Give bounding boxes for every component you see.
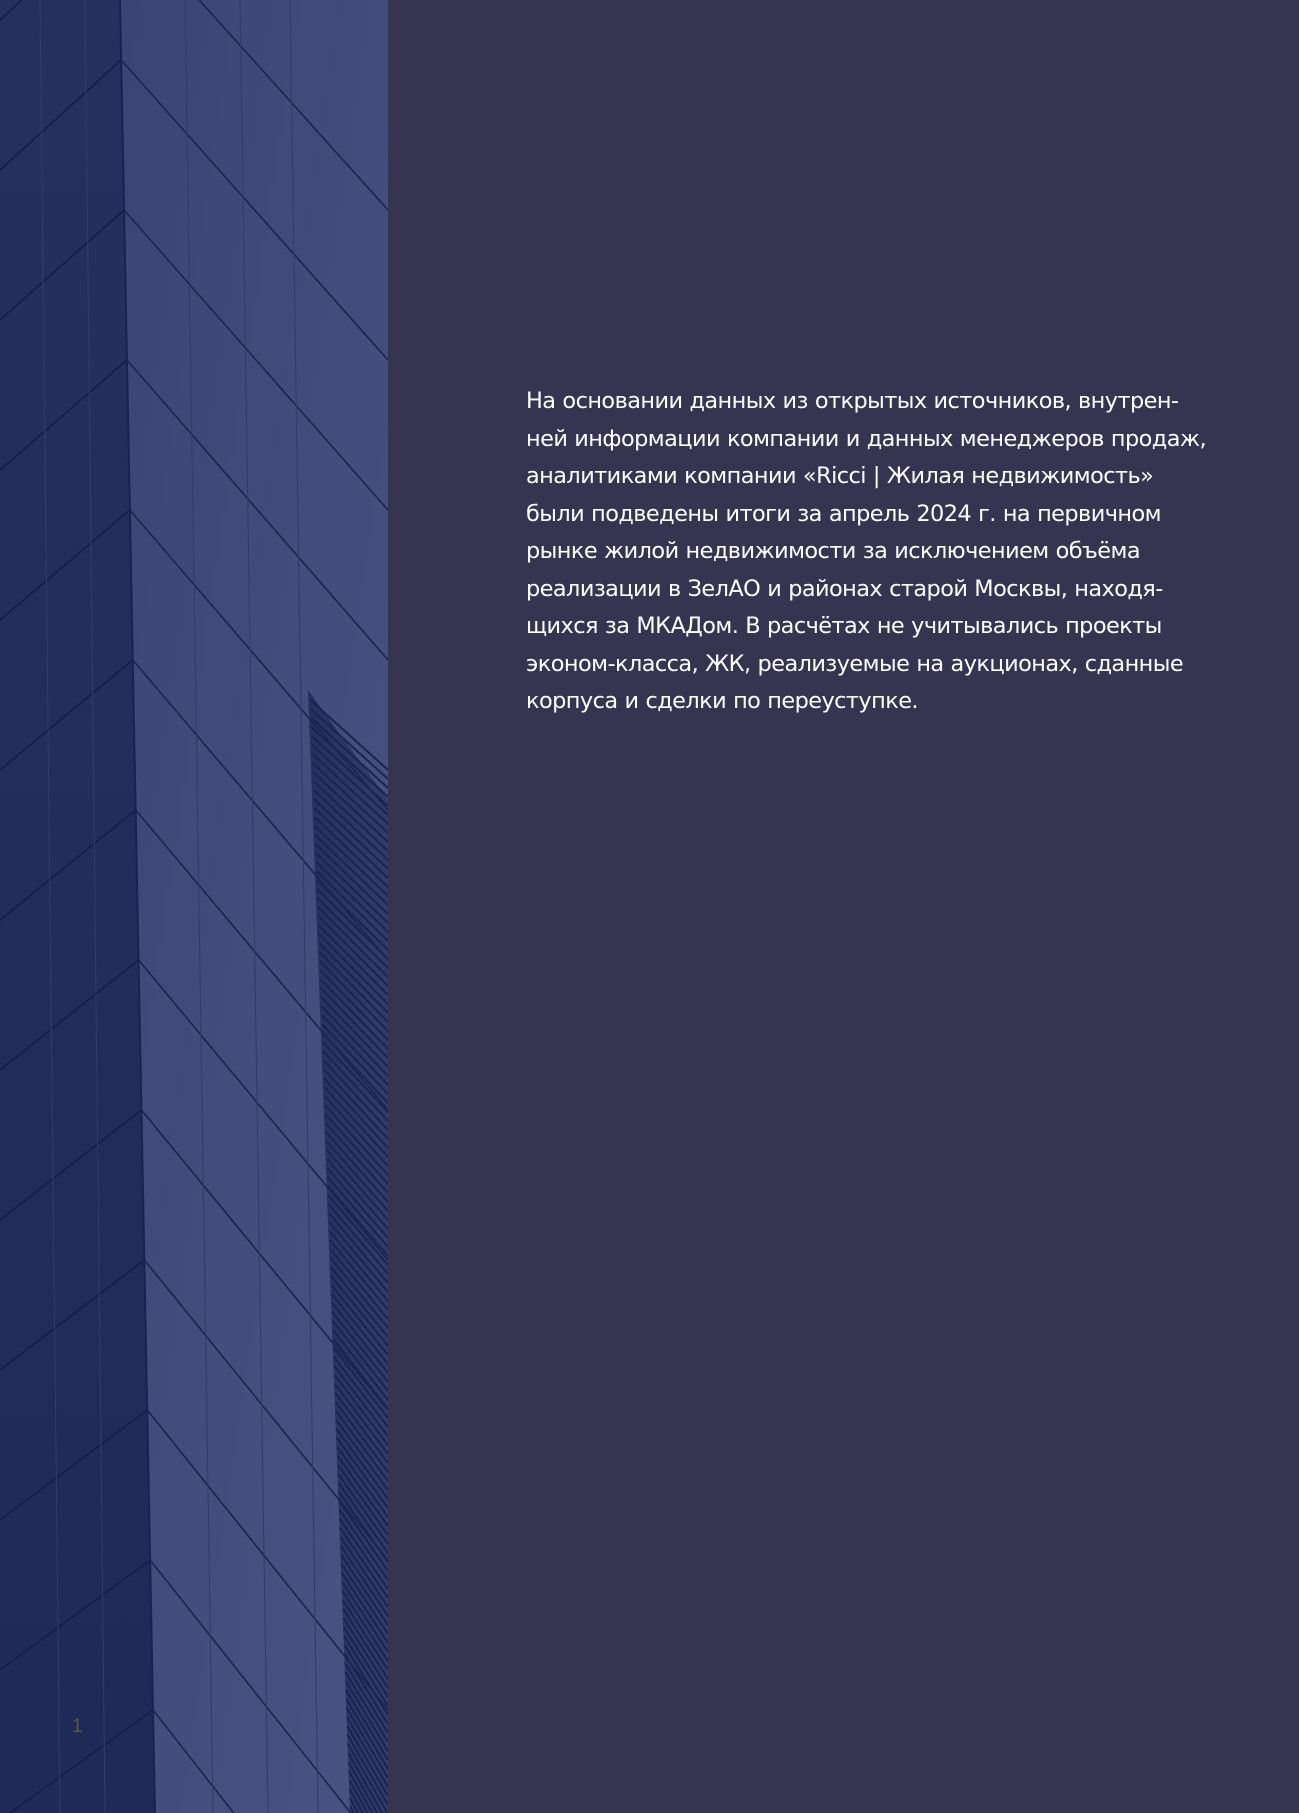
building-facade-photo: [0, 0, 388, 1813]
intro-line: корпуса и сделки по переуступке.: [526, 688, 918, 714]
intro-line: рынке жилой недвижимости за исключением объёма: [526, 538, 1141, 564]
building-facade-illustration: [0, 0, 388, 1813]
intro-line: эконом-класса, ЖК, реализуемые на аукционах, сданные: [526, 650, 1184, 677]
intro-paragraph: [526, 383, 1207, 721]
intro-line: щихся за МКАДом. В расчётах не учитывались проекты: [526, 613, 1162, 639]
intro-line: аналитиками компании «Ricci | Жилая недвижимость»: [526, 463, 1154, 489]
intro-line: ней информации компании и данных менеджеров продаж,: [526, 425, 1207, 452]
page-number: 1: [72, 1716, 83, 1737]
intro-line: На основании данных из открытых источников, внутрен-: [526, 388, 1179, 414]
intro-line: реализации в ЗелАО и районах старой Москвы, находя-: [526, 575, 1163, 602]
intro-line: были подведены итоги за апрель 2024 г. на первичном: [526, 500, 1161, 527]
